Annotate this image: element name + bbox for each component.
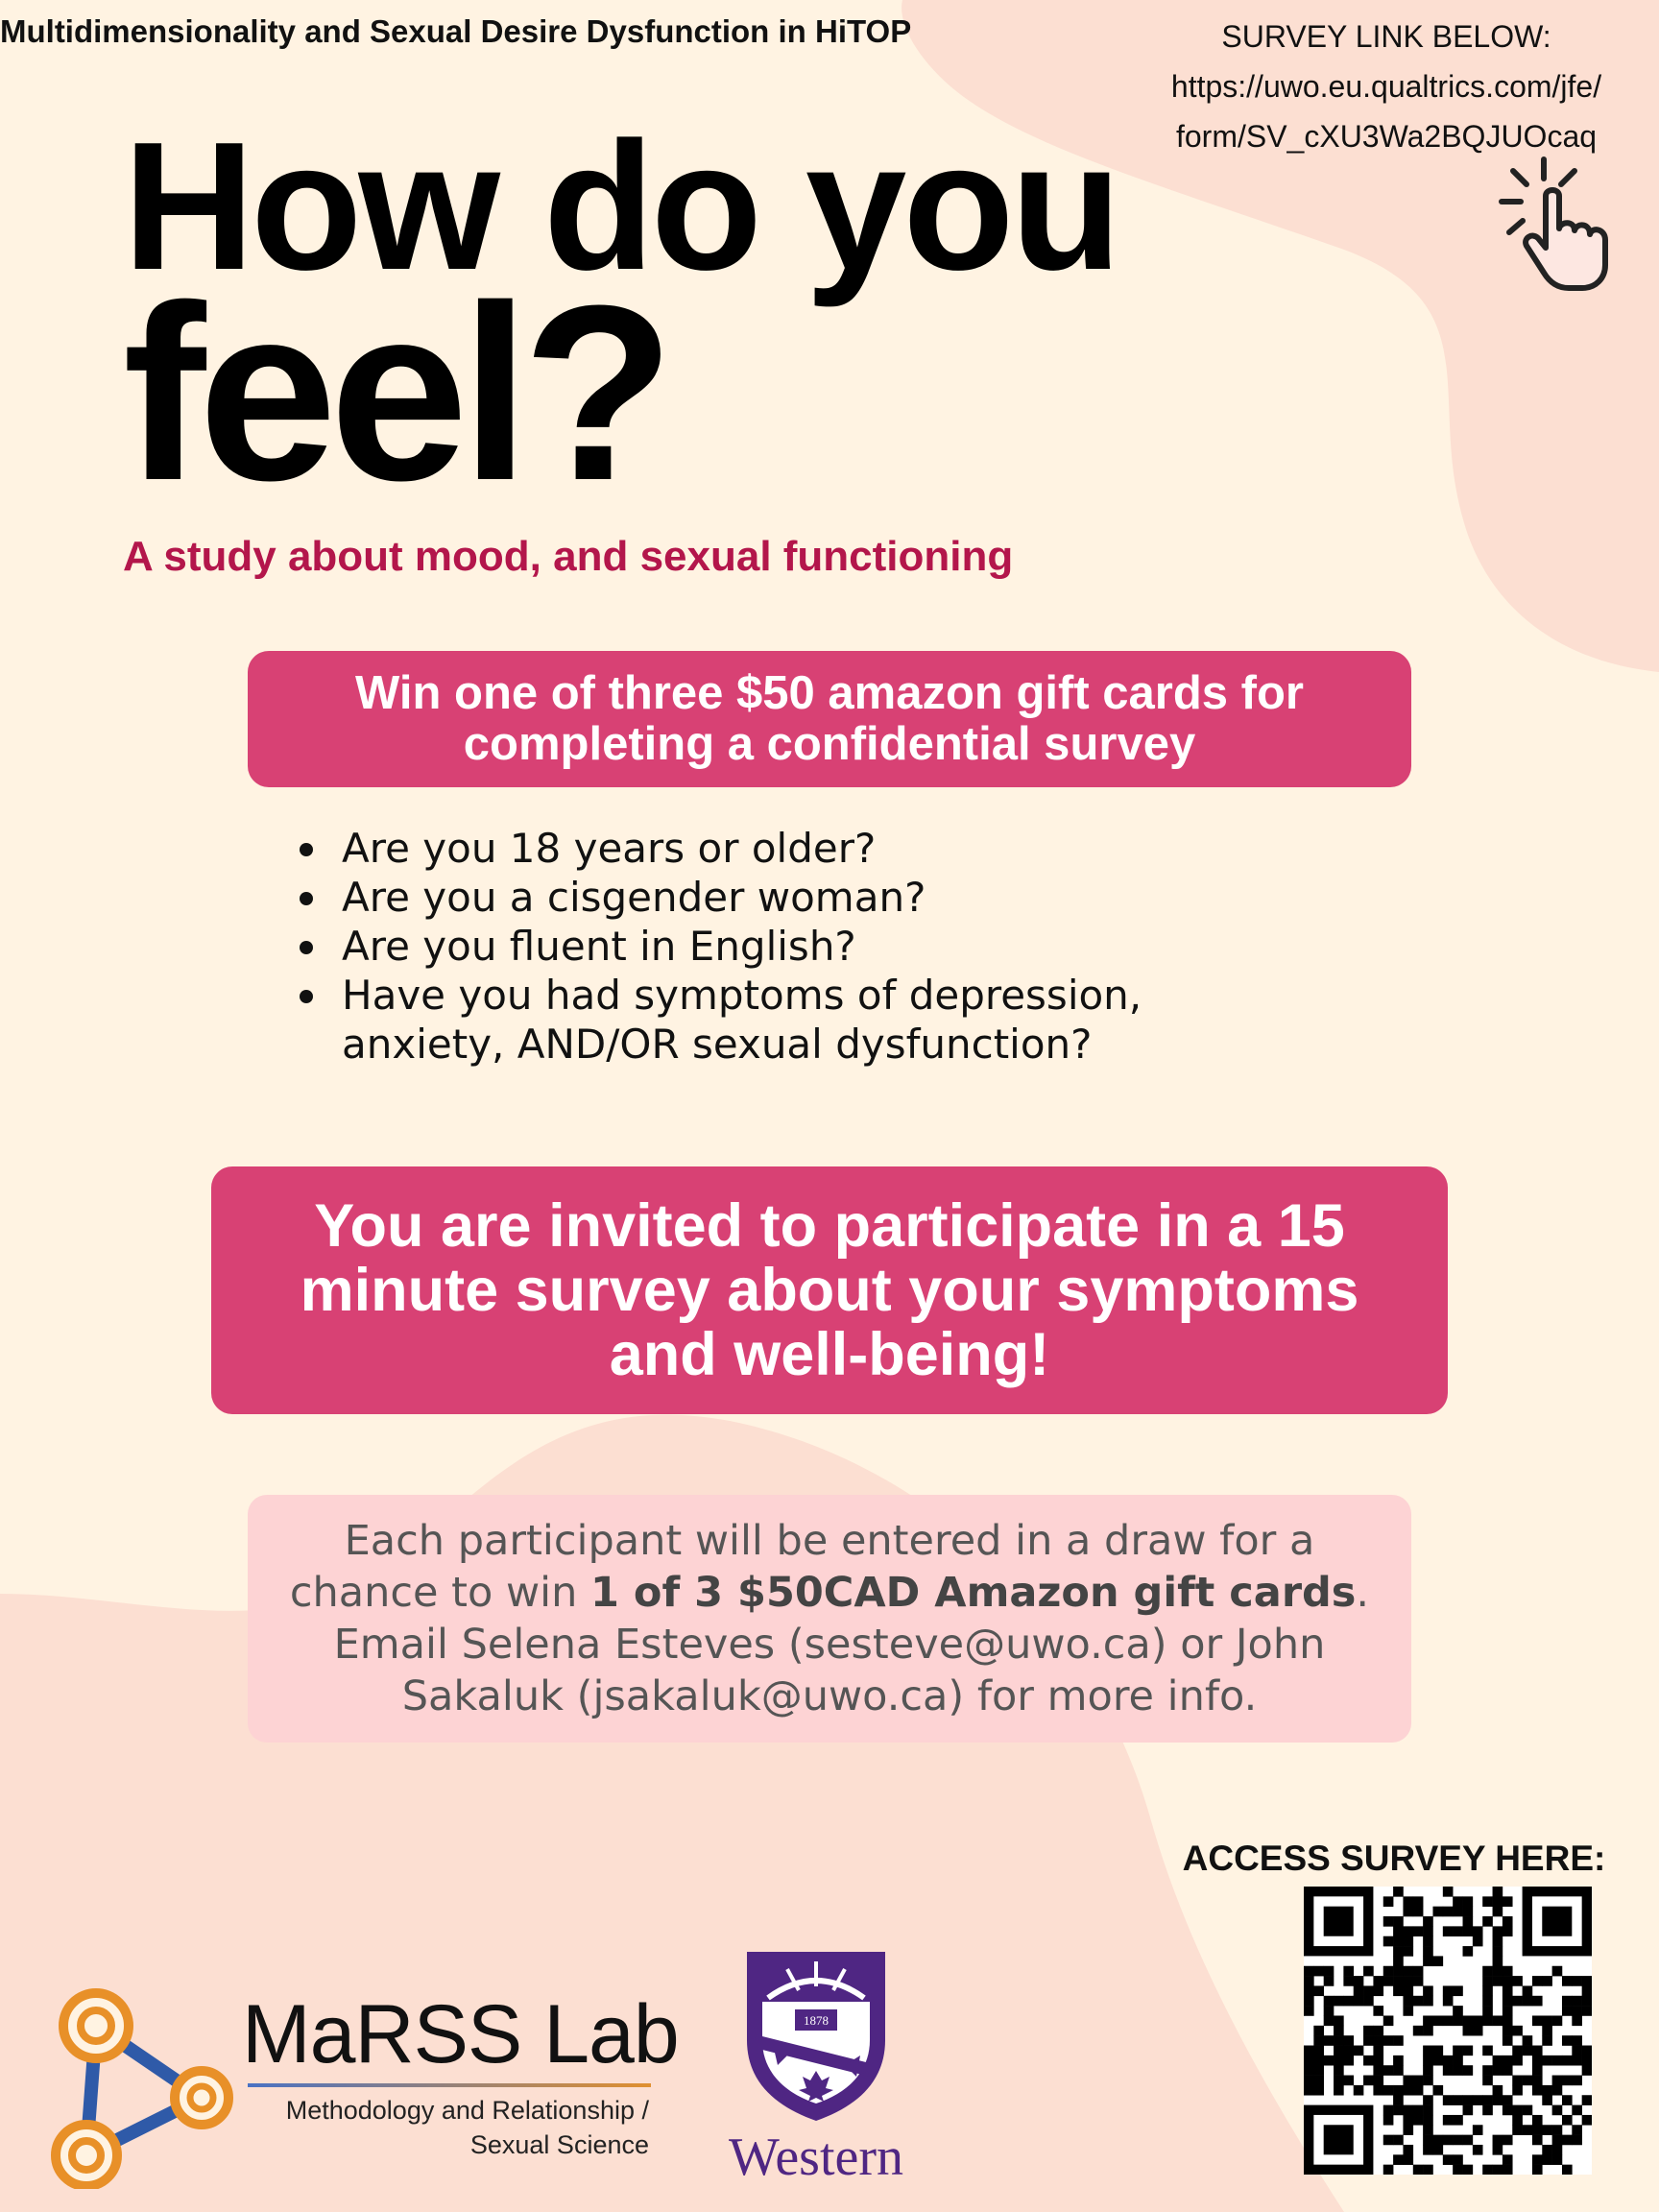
qr-code-icon[interactable] (1304, 1887, 1592, 2175)
draw-line4: Sakaluk (jsakaluk@uwo.ca) for more info. (401, 1672, 1258, 1720)
draw-line1: Each participant will be entered in a draw for a (344, 1517, 1315, 1565)
invite-line1: You are invited to participate in a 15 (314, 1191, 1345, 1260)
criteria-text: Are you 18 years or older? (342, 825, 877, 872)
western-crest-icon (739, 1944, 893, 2127)
eligibility-list (288, 824, 1440, 1069)
win-banner-line2: completing a confidential survey (463, 718, 1196, 770)
draw-line2 (248, 1567, 1411, 1619)
hero-line-1: How do you (123, 105, 1118, 308)
marss-lab-logo-icon (29, 1978, 240, 2189)
win-banner (248, 651, 1411, 787)
draw-info-box (248, 1495, 1411, 1743)
list-item (288, 922, 1440, 971)
bullet-icon (300, 941, 313, 954)
survey-link-label: SURVEY LINK BELOW: (1221, 19, 1551, 54)
bullet-icon (300, 990, 313, 1003)
marss-sub-line2: Sexual Science (469, 2130, 649, 2159)
bullet-icon (300, 892, 313, 905)
marss-lab-name: MaRSS Lab (242, 1988, 679, 2080)
marss-sub-line1: Methodology and Relationship / (285, 2096, 649, 2125)
draw-line2-post: . (1356, 1569, 1370, 1617)
western-wordmark: Western (728, 2128, 904, 2187)
survey-link-url[interactable] (1118, 61, 1655, 161)
invite-line2: minute survey about your symptoms (300, 1256, 1359, 1324)
list-item (288, 824, 1440, 873)
list-item (288, 873, 1440, 922)
hero-subtitle: A study about mood, and sexual functioning (123, 533, 1014, 580)
access-survey-label: ACCESS SURVEY HERE: (1182, 1839, 1606, 1878)
draw-line2-pre: chance to win (289, 1569, 591, 1617)
criteria-text: Are you fluent in English? (342, 923, 856, 970)
survey-link-url-line1[interactable]: https://uwo.eu.qualtrics.com/jfe/ (1170, 69, 1602, 104)
survey-link-block (1118, 12, 1655, 161)
survey-link-url-line2[interactable]: form/SV_cXU3Wa2BQJUOcaq (1175, 119, 1598, 154)
criteria-text: Have you had symptoms of depression, anxiety, AND/OR sexual dysfunction? (342, 972, 1142, 1068)
crest-year: 1878 (804, 2013, 829, 2028)
draw-line3: Email Selena Esteves (sesteve@uwo.ca) or John (333, 1621, 1326, 1669)
list-item (288, 971, 1283, 1069)
marss-divider (248, 2083, 651, 2087)
study-title: Multidimensionality and Sexual Desire Dysfunction in HiTOP (0, 13, 912, 49)
draw-prize-text: 1 of 3 $50CAD Amazon gift cards (590, 1569, 1357, 1617)
invite-banner (211, 1166, 1448, 1414)
win-banner-line1: Win one of three $50 amazon gift cards for (355, 667, 1304, 719)
marss-lab-subtitle (248, 2093, 649, 2162)
hero-line-2: feel? (123, 254, 667, 533)
pointer-click-icon (1498, 152, 1642, 296)
invite-line3: and well-being! (609, 1320, 1050, 1388)
criteria-text: Are you a cisgender woman? (342, 874, 926, 921)
bullet-icon (300, 843, 313, 856)
